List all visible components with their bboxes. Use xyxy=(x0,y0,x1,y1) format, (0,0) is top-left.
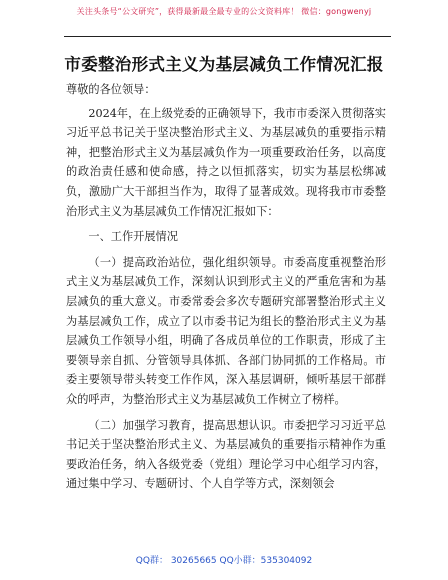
paragraph-1: （一）提高政治站位，强化组织领导。市委高度重视整治形式主义为基层减负工作，深刻认识到形式主义的严重危害和为基层减负的重大意义。市委常委会多次专题研究部署整治形式主义为基层减负工作，成立了以市委书记为组长的整治形式主义为基层减负工作领导小组，明确了各成员单位的工作职责，形成了主要领导亲自抓、分管领导具体抓、各部门协同抓的工作格局。市委主要领导带头转变工作作风，深入基层调研，倾听基层干部群众的呼声，为整治形式主义为基层减负工作树立了榜样。 xyxy=(66,255,386,406)
document-title: 市委整治形式主义为基层减负工作情况汇报 xyxy=(64,55,384,74)
document-body xyxy=(66,80,386,494)
header-banner: 关注头条号“公文研究”，获得最新最全最专业的公文资料库！ 微信：gongwenyj xyxy=(76,7,372,16)
paragraph-intro: 2024年，在上级党委的正确领导下，我市市委深入贯彻落实习近平总书记关于坚决整治形式主义、为基层减负的重要指示精神，把整治形式主义为基层减负作为一项重要政治任务，以高度的政治责任感和使命感，持之以恒抓落实，切实为基层松绑减负，激励广大干部担当作为，取得了显著成效。现将我市市委整治形式主义为基层减负工作情况汇报如下： xyxy=(66,106,386,218)
paragraph-2: （二）加强学习教育，提高思想认识。市委把学习习近平总书记关于坚决整治形式主义、为基层减负的重要指示精神作为重要政治任务，纳入各级党委（党组）理论学习中心组学习内容，通过集中学习、专题研讨、个人自学等方式，深刻领会 xyxy=(66,418,386,491)
greeting: 尊敬的各位领导： xyxy=(66,83,156,96)
header-divider xyxy=(64,36,391,37)
section-heading: 一、工作开展情况 xyxy=(88,230,178,244)
footer-contact: QQ群： 30265665 QQ小群：535304092 xyxy=(135,556,313,566)
